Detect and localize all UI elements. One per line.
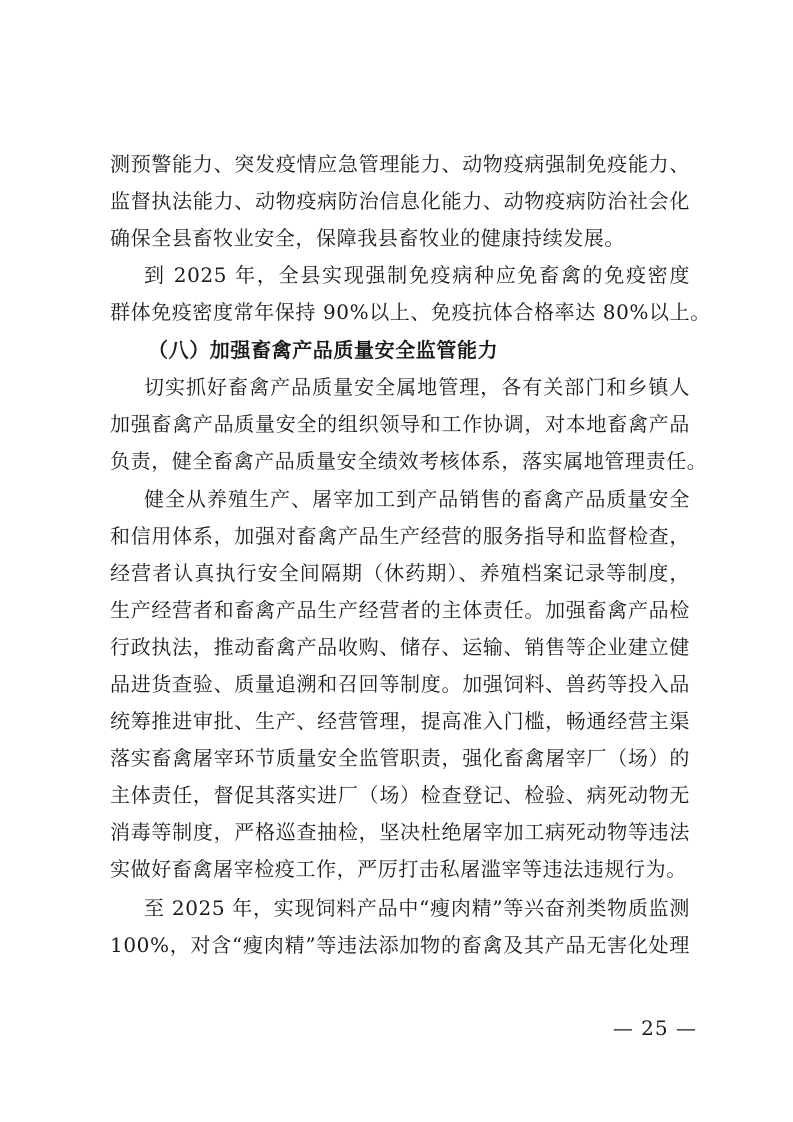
body-text-line: 加强畜禽产品质量安全的组织领导和工作协调，对本地畜禽产品 [110,412,690,436]
section-heading: （八）加强畜禽产品质量安全监管能力 [148,338,499,362]
body-text-line: 统筹推进审批、生产、经营管理，提高准入门槛，畅通经营主渠 [110,709,690,733]
body-text-line: 和信用体系，加强对畜禽产品生产经营的服务指导和监督检查， [110,524,690,548]
body-text-line: 主体责任，督促其落实进厂（场）检查登记、检验、病死动物无 [110,783,690,807]
body-text-line: 健全从养殖生产、屠宰加工到产品销售的畜禽产品质量安全 [144,487,690,511]
body-text-line: 落实畜禽屠宰环节质量安全监管职责，强化畜禽屠宰厂（场）的 [110,746,690,770]
body-text-line: 100%，对含“瘦肉精”等违法添加物的畜禽及其产品无害化处理 [110,933,690,957]
body-text-line: 实做好畜禽屠宰检疫工作，严厉打击私屠滥宰等违法违规行为。 [110,857,687,881]
body-text-line: 生产经营者和畜禽产品生产经营者的主体责任。加强畜禽产品检 [110,598,690,622]
body-text-line: 负责，健全畜禽产品质量安全绩效考核体系，落实属地管理责任。 [110,449,708,473]
body-text-line: 确保全县畜牧业安全，保障我县畜牧业的健康持续发展。 [110,226,625,250]
body-text-line: 群体免疫密度常年保持 90%以上、免疫抗体合格率达 80%以上。 [110,300,711,324]
body-text-line: 消毒等制度，严格巡查抽检，坚决杜绝屠宰加工病死动物等违法 [110,820,690,844]
body-text-line: 行政执法，推动畜禽产品收购、储存、运输、销售等企业建立健 [110,635,690,659]
body-text-line: 品进货查验、质量追溯和召回等制度。加强饲料、兽药等投入品 [110,672,690,696]
body-text-line: 测预警能力、突发疫情应急管理能力、动物疫病强制免疫能力、 [110,152,690,176]
page-number: — 25 — [612,1016,697,1040]
body-text-line: 到 2025 年，全县实现强制免疫病种应免畜禽的免疫密度 [144,263,690,287]
body-text-line: 切实抓好畜禽产品质量安全属地管理，各有关部门和乡镇人 [144,375,690,399]
body-text-line: 至 2025 年，实现饲料产品中“瘦肉精”等兴奋剂类物质监测 [144,896,690,920]
body-text-line: 监督执法能力、动物疫病防治信息化能力、动物疫病防治社会化 [110,189,690,213]
body-text-line: 经营者认真执行安全间隔期（休药期）、养殖档案记录等制度， [110,561,690,585]
